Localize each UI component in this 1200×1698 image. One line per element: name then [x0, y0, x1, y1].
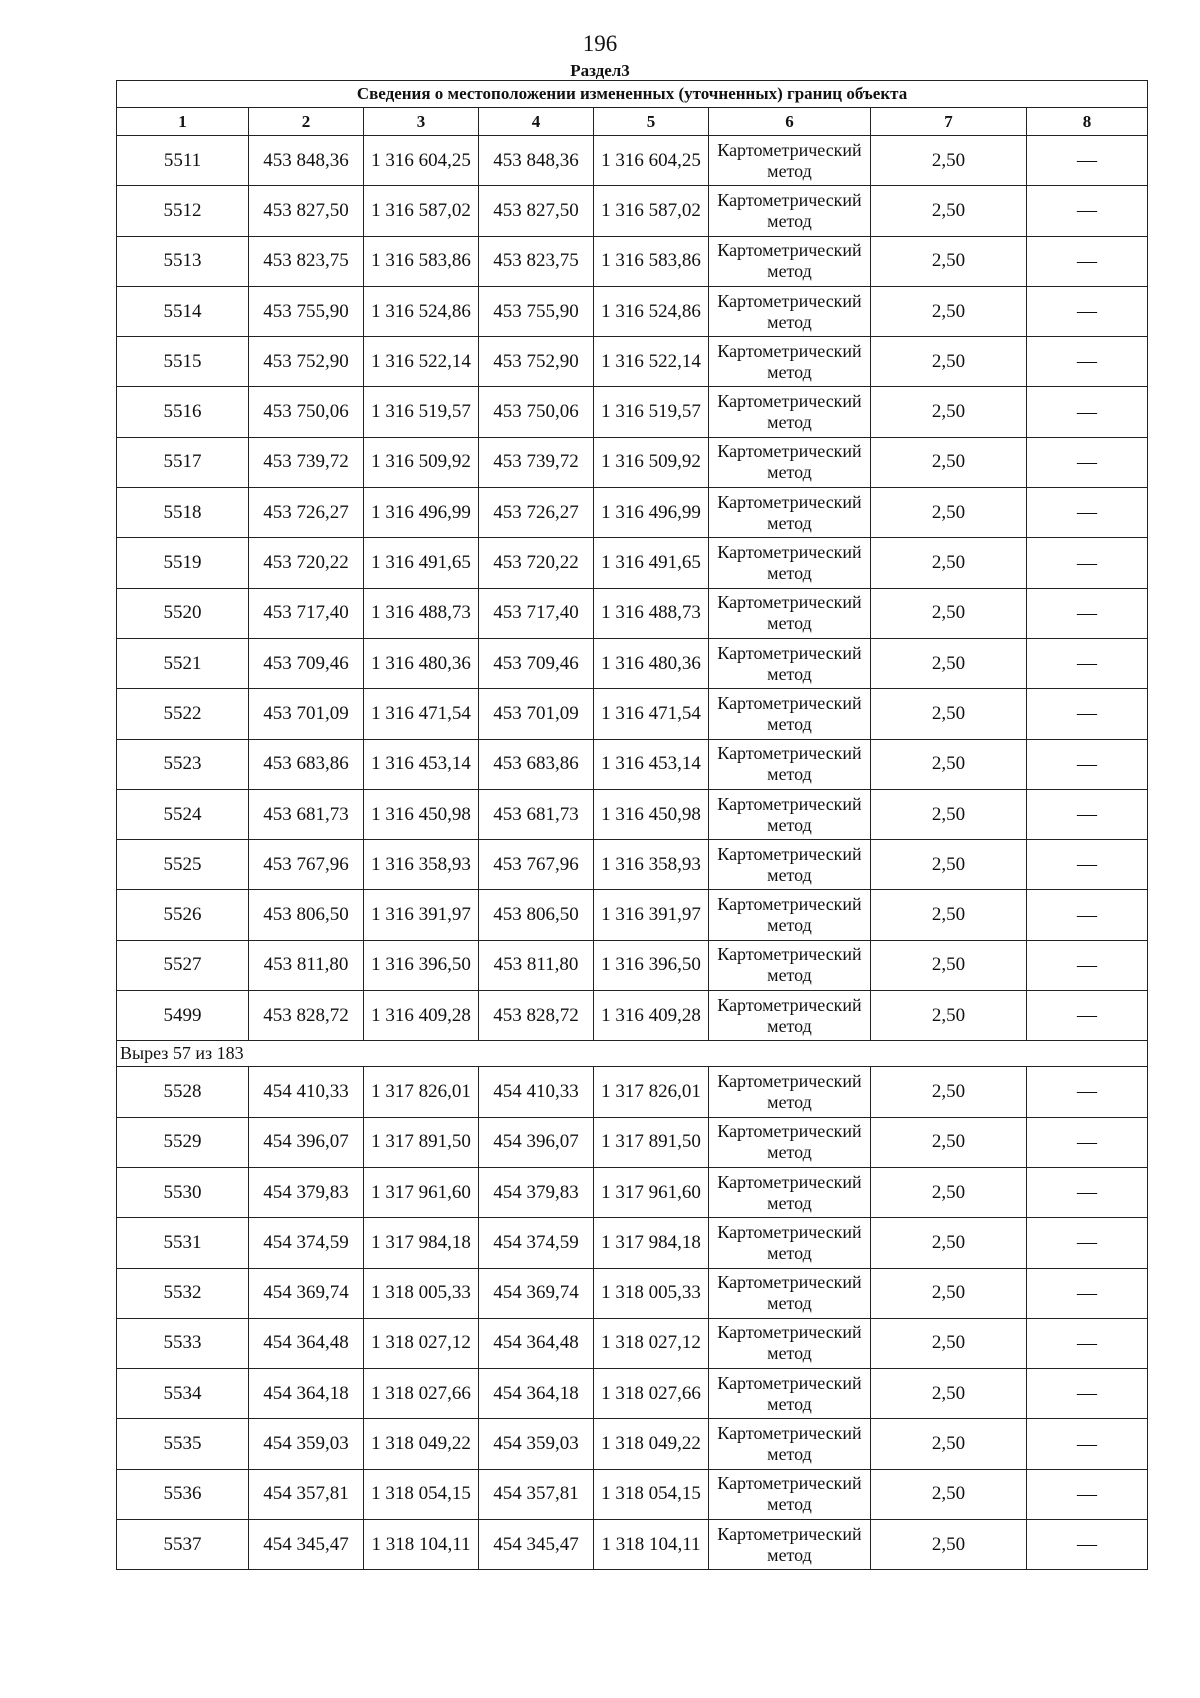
table-row — [117, 1469, 1148, 1519]
point-number-cell: 5530 — [117, 1167, 249, 1217]
note-cell: — — [1027, 1419, 1148, 1469]
y-existing-cell: 1 316 524,86 — [364, 286, 479, 336]
accuracy-cell: 2,50 — [871, 186, 1027, 236]
method-cell: Картометрический метод — [709, 1268, 871, 1318]
x-new-cell: 453 767,96 — [479, 840, 594, 890]
x-new-cell: 453 683,86 — [479, 739, 594, 789]
x-new-cell: 453 755,90 — [479, 286, 594, 336]
x-existing-cell: 454 410,33 — [249, 1067, 364, 1117]
table-row — [117, 840, 1148, 890]
y-new-cell: 1 316 604,25 — [594, 136, 709, 186]
accuracy-cell: 2,50 — [871, 437, 1027, 487]
y-existing-cell: 1 316 480,36 — [364, 638, 479, 688]
x-new-cell: 453 823,75 — [479, 236, 594, 286]
method-cell: Картометрический метод — [709, 890, 871, 940]
point-number-cell: 5525 — [117, 840, 249, 890]
y-new-cell: 1 317 961,60 — [594, 1167, 709, 1217]
note-cell: — — [1027, 1268, 1148, 1318]
y-existing-cell: 1 316 491,65 — [364, 538, 479, 588]
x-new-cell: 454 374,59 — [479, 1218, 594, 1268]
page-number: 196 — [582, 31, 618, 56]
x-new-cell: 454 364,48 — [479, 1318, 594, 1368]
method-cell: Картометрический метод — [709, 1218, 871, 1268]
y-existing-cell: 1 317 891,50 — [364, 1117, 479, 1167]
y-new-cell: 1 316 496,99 — [594, 488, 709, 538]
x-new-cell: 453 720,22 — [479, 538, 594, 588]
table-caption: Сведения о местоположении измененных (уточненных) границ объекта — [117, 81, 1148, 108]
y-existing-cell: 1 316 488,73 — [364, 588, 479, 638]
y-new-cell: 1 316 453,14 — [594, 739, 709, 789]
note-cell: — — [1027, 1469, 1148, 1519]
note-cell: — — [1027, 840, 1148, 890]
note-cell: — — [1027, 1318, 1148, 1368]
table-row — [117, 286, 1148, 336]
y-new-cell: 1 316 450,98 — [594, 789, 709, 839]
method-cell: Картометрический метод — [709, 638, 871, 688]
accuracy-cell: 2,50 — [871, 1067, 1027, 1117]
note-cell: — — [1027, 991, 1148, 1041]
table-row — [117, 890, 1148, 940]
y-existing-cell: 1 316 583,86 — [364, 236, 479, 286]
accuracy-cell: 2,50 — [871, 387, 1027, 437]
x-new-cell: 453 750,06 — [479, 387, 594, 437]
point-number-cell: 5527 — [117, 940, 249, 990]
x-existing-cell: 453 726,27 — [249, 488, 364, 538]
point-number-cell: 5520 — [117, 588, 249, 638]
accuracy-cell: 2,50 — [871, 588, 1027, 638]
column-number: 6 — [709, 108, 871, 136]
note-cell: — — [1027, 236, 1148, 286]
x-new-cell: 453 739,72 — [479, 437, 594, 487]
table-row — [117, 1218, 1148, 1268]
point-number-cell: 5537 — [117, 1520, 249, 1570]
note-cell: — — [1027, 1369, 1148, 1419]
table-row — [117, 1167, 1148, 1217]
method-cell: Картометрический метод — [709, 337, 871, 387]
table-row — [117, 136, 1148, 186]
note-cell: — — [1027, 1117, 1148, 1167]
method-cell: Картометрический метод — [709, 286, 871, 336]
point-number-cell: 5522 — [117, 689, 249, 739]
point-number-cell: 5499 — [117, 991, 249, 1041]
point-number-cell: 5529 — [117, 1117, 249, 1167]
x-existing-cell: 453 717,40 — [249, 588, 364, 638]
subheading: Вырез 57 из 183 — [117, 1041, 1148, 1067]
y-existing-cell: 1 318 104,11 — [364, 1520, 479, 1570]
y-new-cell: 1 316 522,14 — [594, 337, 709, 387]
accuracy-cell: 2,50 — [871, 890, 1027, 940]
point-number-cell: 5534 — [117, 1369, 249, 1419]
y-new-cell: 1 316 391,97 — [594, 890, 709, 940]
y-new-cell: 1 318 104,11 — [594, 1520, 709, 1570]
note-cell: — — [1027, 940, 1148, 990]
column-number-row — [117, 108, 1148, 136]
point-number-cell: 5533 — [117, 1318, 249, 1368]
x-existing-cell: 454 364,18 — [249, 1369, 364, 1419]
x-existing-cell: 453 739,72 — [249, 437, 364, 487]
y-existing-cell: 1 316 509,92 — [364, 437, 479, 487]
method-cell: Картометрический метод — [709, 186, 871, 236]
x-existing-cell: 453 683,86 — [249, 739, 364, 789]
x-new-cell: 453 701,09 — [479, 689, 594, 739]
table-row — [117, 337, 1148, 387]
method-cell: Картометрический метод — [709, 739, 871, 789]
accuracy-cell: 2,50 — [871, 286, 1027, 336]
y-new-cell: 1 316 358,93 — [594, 840, 709, 890]
point-number-cell: 5524 — [117, 789, 249, 839]
x-new-cell: 453 811,80 — [479, 940, 594, 990]
note-cell: — — [1027, 689, 1148, 739]
point-number-cell: 5521 — [117, 638, 249, 688]
y-existing-cell: 1 318 054,15 — [364, 1469, 479, 1519]
column-number: 3 — [364, 108, 479, 136]
accuracy-cell: 2,50 — [871, 739, 1027, 789]
accuracy-cell: 2,50 — [871, 1268, 1027, 1318]
note-cell: — — [1027, 488, 1148, 538]
y-new-cell: 1 316 509,92 — [594, 437, 709, 487]
y-existing-cell: 1 318 005,33 — [364, 1268, 479, 1318]
x-existing-cell: 454 369,74 — [249, 1268, 364, 1318]
note-cell: — — [1027, 1167, 1148, 1217]
table-row — [117, 940, 1148, 990]
table-row — [117, 1318, 1148, 1368]
x-new-cell: 453 726,27 — [479, 488, 594, 538]
accuracy-cell: 2,50 — [871, 1469, 1027, 1519]
y-existing-cell: 1 317 984,18 — [364, 1218, 479, 1268]
method-cell: Картометрический метод — [709, 437, 871, 487]
table-row — [117, 689, 1148, 739]
table-caption-row — [117, 81, 1148, 108]
y-existing-cell: 1 316 453,14 — [364, 739, 479, 789]
note-cell: — — [1027, 186, 1148, 236]
x-new-cell: 454 410,33 — [479, 1067, 594, 1117]
note-cell: — — [1027, 286, 1148, 336]
note-cell: — — [1027, 1067, 1148, 1117]
method-cell: Картометрический метод — [709, 689, 871, 739]
x-new-cell: 453 806,50 — [479, 890, 594, 940]
x-existing-cell: 454 379,83 — [249, 1167, 364, 1217]
y-new-cell: 1 316 396,50 — [594, 940, 709, 990]
table-row — [117, 488, 1148, 538]
accuracy-cell: 2,50 — [871, 136, 1027, 186]
x-new-cell: 454 364,18 — [479, 1369, 594, 1419]
method-cell: Картометрический метод — [709, 1167, 871, 1217]
x-existing-cell: 454 364,48 — [249, 1318, 364, 1368]
x-new-cell: 454 357,81 — [479, 1469, 594, 1519]
x-new-cell: 453 828,72 — [479, 991, 594, 1041]
accuracy-cell: 2,50 — [871, 337, 1027, 387]
y-existing-cell: 1 317 961,60 — [364, 1167, 479, 1217]
accuracy-cell: 2,50 — [871, 840, 1027, 890]
y-existing-cell: 1 316 391,97 — [364, 890, 479, 940]
table-row — [117, 1369, 1148, 1419]
point-number-cell: 5531 — [117, 1218, 249, 1268]
accuracy-cell: 2,50 — [871, 1218, 1027, 1268]
method-cell: Картометрический метод — [709, 236, 871, 286]
point-number-cell: 5511 — [117, 136, 249, 186]
point-number-cell: 5516 — [117, 387, 249, 437]
table-row — [117, 638, 1148, 688]
point-number-cell: 5523 — [117, 739, 249, 789]
point-number-cell: 5517 — [117, 437, 249, 487]
point-number-cell: 5518 — [117, 488, 249, 538]
y-existing-cell: 1 317 826,01 — [364, 1067, 479, 1117]
point-number-cell: 5532 — [117, 1268, 249, 1318]
table-row — [117, 387, 1148, 437]
x-new-cell: 454 359,03 — [479, 1419, 594, 1469]
method-cell: Картометрический метод — [709, 488, 871, 538]
y-existing-cell: 1 316 496,99 — [364, 488, 479, 538]
method-cell: Картометрический метод — [709, 1469, 871, 1519]
accuracy-cell: 2,50 — [871, 1369, 1027, 1419]
accuracy-cell: 2,50 — [871, 236, 1027, 286]
x-new-cell: 454 396,07 — [479, 1117, 594, 1167]
y-existing-cell: 1 316 358,93 — [364, 840, 479, 890]
table-row — [117, 739, 1148, 789]
method-cell: Картометрический метод — [709, 991, 871, 1041]
table-row — [117, 1419, 1148, 1469]
table-row — [117, 789, 1148, 839]
table-row — [117, 991, 1148, 1041]
point-number-cell: 5515 — [117, 337, 249, 387]
note-cell: — — [1027, 1218, 1148, 1268]
x-existing-cell: 453 750,06 — [249, 387, 364, 437]
method-cell: Картометрический метод — [709, 588, 871, 638]
y-new-cell: 1 318 027,66 — [594, 1369, 709, 1419]
y-new-cell: 1 316 471,54 — [594, 689, 709, 739]
table-row — [117, 236, 1148, 286]
column-number: 4 — [479, 108, 594, 136]
table-row — [117, 538, 1148, 588]
method-cell: Картометрический метод — [709, 538, 871, 588]
accuracy-cell: 2,50 — [871, 1419, 1027, 1469]
y-new-cell: 1 316 587,02 — [594, 186, 709, 236]
accuracy-cell: 2,50 — [871, 789, 1027, 839]
x-existing-cell: 453 827,50 — [249, 186, 364, 236]
y-existing-cell: 1 316 409,28 — [364, 991, 479, 1041]
x-existing-cell: 454 374,59 — [249, 1218, 364, 1268]
subheading-row — [117, 1041, 1148, 1067]
x-existing-cell: 453 848,36 — [249, 136, 364, 186]
column-number: 8 — [1027, 108, 1148, 136]
point-number-cell: 5514 — [117, 286, 249, 336]
table-row — [117, 1067, 1148, 1117]
column-number: 2 — [249, 108, 364, 136]
table-row — [117, 437, 1148, 487]
column-number: 5 — [594, 108, 709, 136]
y-new-cell: 1 316 491,65 — [594, 538, 709, 588]
note-cell: — — [1027, 739, 1148, 789]
method-cell: Картометрический метод — [709, 789, 871, 839]
x-new-cell: 453 848,36 — [479, 136, 594, 186]
note-cell: — — [1027, 890, 1148, 940]
x-existing-cell: 453 767,96 — [249, 840, 364, 890]
note-cell: — — [1027, 136, 1148, 186]
point-number-cell: 5519 — [117, 538, 249, 588]
y-existing-cell: 1 316 604,25 — [364, 136, 479, 186]
x-existing-cell: 453 806,50 — [249, 890, 364, 940]
y-existing-cell: 1 316 519,57 — [364, 387, 479, 437]
y-new-cell: 1 318 054,15 — [594, 1469, 709, 1519]
method-cell: Картометрический метод — [709, 940, 871, 990]
point-number-cell: 5526 — [117, 890, 249, 940]
y-existing-cell: 1 316 522,14 — [364, 337, 479, 387]
accuracy-cell: 2,50 — [871, 1520, 1027, 1570]
table-row — [117, 1520, 1148, 1570]
y-new-cell: 1 317 891,50 — [594, 1117, 709, 1167]
x-existing-cell: 453 755,90 — [249, 286, 364, 336]
x-existing-cell: 453 823,75 — [249, 236, 364, 286]
x-existing-cell: 453 811,80 — [249, 940, 364, 990]
y-new-cell: 1 316 488,73 — [594, 588, 709, 638]
method-cell: Картометрический метод — [709, 136, 871, 186]
column-number: 7 — [871, 108, 1027, 136]
x-existing-cell: 453 681,73 — [249, 789, 364, 839]
table-body — [117, 81, 1148, 1570]
note-cell: — — [1027, 337, 1148, 387]
y-new-cell: 1 316 519,57 — [594, 387, 709, 437]
note-cell: — — [1027, 437, 1148, 487]
table-row — [117, 588, 1148, 638]
boundary-coordinates-table — [116, 80, 1148, 1570]
note-cell: — — [1027, 588, 1148, 638]
x-new-cell: 453 681,73 — [479, 789, 594, 839]
x-new-cell: 453 717,40 — [479, 588, 594, 638]
y-existing-cell: 1 316 587,02 — [364, 186, 479, 236]
x-existing-cell: 453 709,46 — [249, 638, 364, 688]
note-cell: — — [1027, 638, 1148, 688]
table-row — [117, 186, 1148, 236]
accuracy-cell: 2,50 — [871, 1167, 1027, 1217]
x-new-cell: 453 827,50 — [479, 186, 594, 236]
x-existing-cell: 454 357,81 — [249, 1469, 364, 1519]
y-existing-cell: 1 316 396,50 — [364, 940, 479, 990]
x-existing-cell: 454 359,03 — [249, 1419, 364, 1469]
method-cell: Картометрический метод — [709, 1117, 871, 1167]
accuracy-cell: 2,50 — [871, 638, 1027, 688]
x-existing-cell: 453 720,22 — [249, 538, 364, 588]
x-existing-cell: 454 345,47 — [249, 1520, 364, 1570]
y-existing-cell: 1 316 450,98 — [364, 789, 479, 839]
y-new-cell: 1 318 005,33 — [594, 1268, 709, 1318]
y-new-cell: 1 316 409,28 — [594, 991, 709, 1041]
note-cell: — — [1027, 538, 1148, 588]
y-new-cell: 1 316 583,86 — [594, 236, 709, 286]
method-cell: Картометрический метод — [709, 840, 871, 890]
point-number-cell: 5528 — [117, 1067, 249, 1117]
y-new-cell: 1 316 480,36 — [594, 638, 709, 688]
table-row — [117, 1268, 1148, 1318]
x-existing-cell: 453 701,09 — [249, 689, 364, 739]
x-existing-cell: 453 752,90 — [249, 337, 364, 387]
x-new-cell: 453 709,46 — [479, 638, 594, 688]
x-new-cell: 453 752,90 — [479, 337, 594, 387]
table-row — [117, 1117, 1148, 1167]
method-cell: Картометрический метод — [709, 387, 871, 437]
method-cell: Картометрический метод — [709, 1369, 871, 1419]
column-number: 1 — [117, 108, 249, 136]
y-new-cell: 1 317 984,18 — [594, 1218, 709, 1268]
y-new-cell: 1 317 826,01 — [594, 1067, 709, 1117]
method-cell: Картометрический метод — [709, 1419, 871, 1469]
x-existing-cell: 453 828,72 — [249, 991, 364, 1041]
x-new-cell: 454 369,74 — [479, 1268, 594, 1318]
y-existing-cell: 1 318 027,12 — [364, 1318, 479, 1368]
point-number-cell: 5512 — [117, 186, 249, 236]
note-cell: — — [1027, 789, 1148, 839]
x-new-cell: 454 379,83 — [479, 1167, 594, 1217]
accuracy-cell: 2,50 — [871, 1318, 1027, 1368]
accuracy-cell: 2,50 — [871, 689, 1027, 739]
y-existing-cell: 1 318 027,66 — [364, 1369, 479, 1419]
method-cell: Картометрический метод — [709, 1520, 871, 1570]
accuracy-cell: 2,50 — [871, 991, 1027, 1041]
y-new-cell: 1 316 524,86 — [594, 286, 709, 336]
accuracy-cell: 2,50 — [871, 538, 1027, 588]
note-cell: — — [1027, 1520, 1148, 1570]
accuracy-cell: 2,50 — [871, 488, 1027, 538]
method-cell: Картометрический метод — [709, 1318, 871, 1368]
x-new-cell: 454 345,47 — [479, 1520, 594, 1570]
point-number-cell: 5513 — [117, 236, 249, 286]
y-existing-cell: 1 316 471,54 — [364, 689, 479, 739]
y-new-cell: 1 318 049,22 — [594, 1419, 709, 1469]
x-existing-cell: 454 396,07 — [249, 1117, 364, 1167]
point-number-cell: 5535 — [117, 1419, 249, 1469]
method-cell: Картометрический метод — [709, 1067, 871, 1117]
accuracy-cell: 2,50 — [871, 1117, 1027, 1167]
section-title: Раздел3 — [570, 61, 630, 80]
y-existing-cell: 1 318 049,22 — [364, 1419, 479, 1469]
note-cell: — — [1027, 387, 1148, 437]
accuracy-cell: 2,50 — [871, 940, 1027, 990]
point-number-cell: 5536 — [117, 1469, 249, 1519]
y-new-cell: 1 318 027,12 — [594, 1318, 709, 1368]
